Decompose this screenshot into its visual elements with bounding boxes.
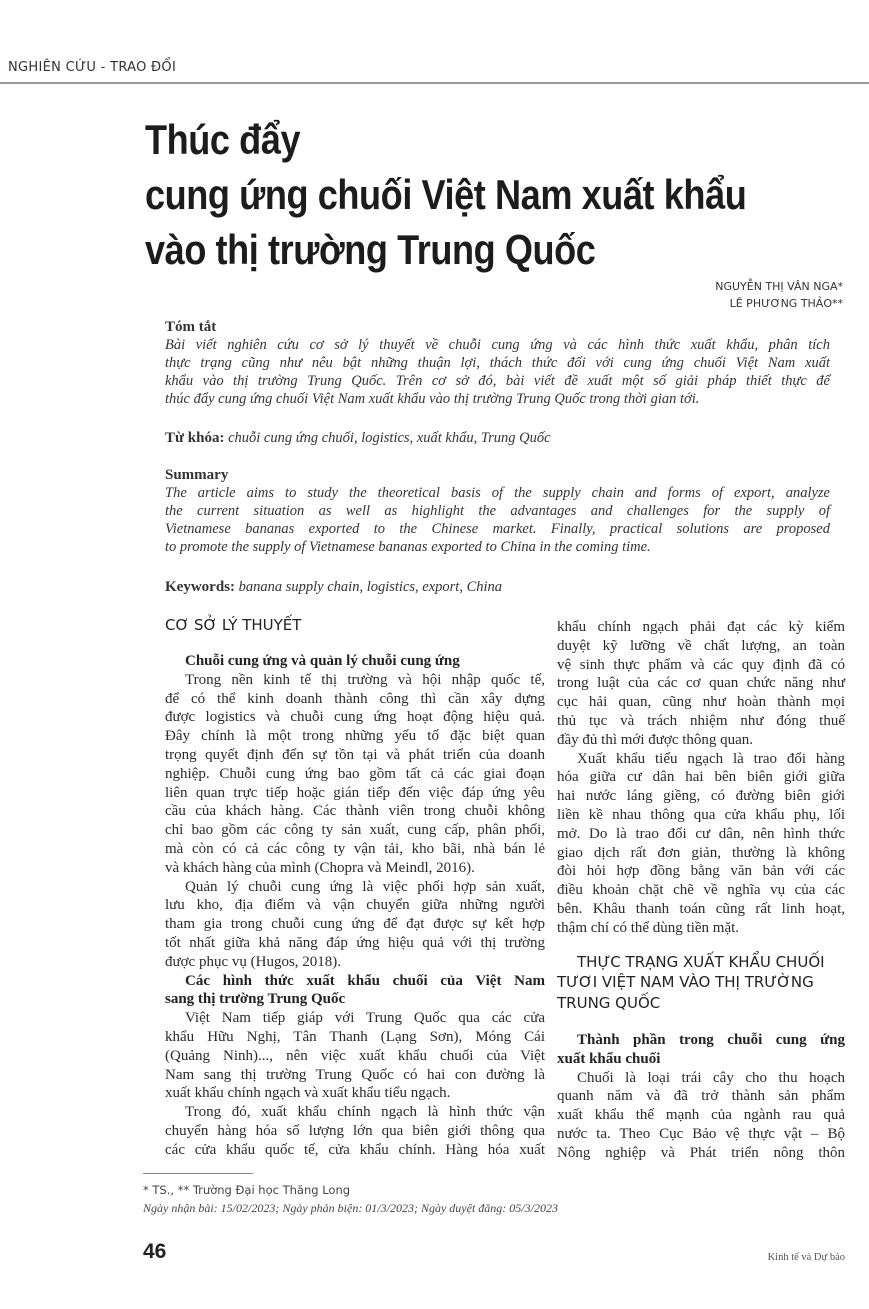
abstract-en-text (165, 484, 830, 556)
author: LÊ PHƯƠNG THẢO** (729, 297, 843, 310)
paragraph (165, 1103, 545, 1159)
subsection-heading (165, 652, 545, 671)
abstract-line: The article aims to study the theoretical basis of the supply chain and forms of export, analyze (165, 485, 830, 501)
subsection-heading (557, 1031, 845, 1069)
paragraph (557, 750, 845, 938)
keywords-vi (165, 429, 830, 447)
title-line: Thúc đẩy (145, 116, 301, 163)
section-heading (557, 952, 845, 1014)
text-line: giao dịch rất đơn giản, thường là không (557, 844, 845, 861)
abstract (165, 318, 830, 596)
page-number: 46 (143, 1240, 167, 1263)
text-line: duyệt kỹ lưỡng về chất lượng, an toàn (557, 637, 845, 654)
title-line: cung ứng chuối Việt Nam xuất khẩu (145, 171, 747, 218)
footnote (143, 1181, 558, 1217)
paragraph (165, 671, 545, 878)
text-line: Chuối là loại trái cây cho thu hoạch (577, 1069, 845, 1086)
text-line: trong luật của các cơ quan chức năng như (557, 675, 845, 692)
text-line: nghiệp. Chuỗi cung ứng bao gồm tất cả các giai đoạn (165, 765, 545, 782)
abstract-en-label: Summary (165, 467, 229, 483)
text-line: xuất khẩu chính ngạch và xuất khẩu tiểu ngạch. (165, 1085, 451, 1102)
text-line: Xuất khẩu tiểu ngạch là trao đổi hàng (577, 750, 845, 767)
heading-line: Thành phần trong chuỗi cung ứng (577, 1032, 845, 1049)
left-column (165, 652, 545, 1160)
keywords-en-text: banana supply chain, logistics, export, China (238, 579, 503, 595)
heading-line: sang thị trường Trung Quốc (165, 991, 346, 1008)
subsection-heading (165, 972, 545, 1010)
section-heading: CƠ SỞ LÝ THUYẾT (165, 616, 302, 634)
abstract-vi-text (165, 336, 830, 408)
abstract-line: thực trạng cũng như nêu bật những thuận lợi, thách thức đối với cung ứng chuối Việt Nam xuất (165, 355, 830, 371)
text-line: khẩu Hữu Nghị, Tân Thanh (Lạng Sơn), Móng Cái (165, 1028, 545, 1045)
text-line: Nam sang thị trường Trung Quốc có hai con đường là (165, 1066, 545, 1083)
paragraph (557, 1069, 845, 1163)
text-line: mà còn có cả các công ty vận tải, kho bãi, nhà bán lẻ (165, 840, 545, 857)
abstract-line: to promote the supply of Vietnamese bananas exported to China in the coming time. (165, 539, 651, 555)
text-line: cục hải quan, cũng như hoàn thành mọi (557, 694, 845, 711)
text-line: mở. Do là trao đổi cư dân, nên hình thức (557, 825, 845, 842)
text-line: Trong nền kinh tế thị trường và hội nhập quốc tế, (185, 671, 545, 688)
text-line: khẩu chính ngạch phải đạt các kỳ kiểm (557, 619, 845, 635)
keywords-vi-label: Từ khóa: (165, 430, 225, 446)
text-line: quanh năm và đã trở thành sản phẩm (557, 1088, 845, 1105)
keywords-en (165, 578, 830, 596)
text-line: lưu kho, địa điểm và vận chuyển giữa những người (165, 897, 545, 914)
text-line: vệ sinh thực phẩm và các quy định đã có (557, 656, 845, 673)
text-line: thủ tục và trách nhiệm như đóng thuế (557, 712, 845, 729)
text-line: liền kề nhau thông qua cửa khẩu phụ, lối (557, 806, 845, 823)
text-line: được phục vụ (Hugos, 2018). (165, 953, 342, 970)
abstract-line: thúc đẩy cung ứng chuối Việt Nam xuất khẩu vào thị trường Trung Quốc trong thời gian tới. (165, 391, 700, 407)
keywords-vi-text: chuỗi cung ứng chuối, logistics, xuất khẩu, Trung Quốc (228, 430, 551, 446)
text-line: Quản lý chuỗi cung ứng là việc phối hợp sản xuất, (185, 878, 545, 895)
paragraph (557, 618, 845, 750)
abstract-vi-label: Tóm tắt (165, 319, 217, 335)
abstract-line: Vietnamese bananas exported to the Chinese market. Finally, practical solutions are proposed (165, 521, 830, 537)
text-line: xuất khẩu thế mạnh của ngành rau quả (557, 1107, 845, 1124)
keywords-en-label: Keywords: (165, 579, 235, 595)
text-line: Nông nghiệp và Phát triển nông thôn (557, 1144, 845, 1161)
text-line: thậm chí có thể dùng tiền mặt. (557, 919, 740, 936)
text-line: đòi hỏi hợp đồng bằng văn bản với các (557, 863, 845, 880)
section-label: NGHIÊN CỨU - TRAO ĐỔI (8, 60, 177, 75)
footnote-divider (143, 1173, 253, 1174)
authors (715, 278, 843, 312)
text-line: Việt Nam tiếp giáp với Trung Quốc qua các cửa (185, 1010, 545, 1027)
text-line: chuyển hàng hóa số lượng lớn qua biên giới thông qua (165, 1122, 545, 1139)
text-line: đầy đủ thì mới được thông quan. (557, 731, 754, 748)
text-line: bên. Khâu thanh toán cũng rất linh hoạt, (557, 900, 845, 917)
heading-line: TRUNG QUỐC (557, 993, 661, 1012)
right-column (557, 618, 845, 1163)
text-line: Đây chính là một trong những yếu tố đặc biệt quan (165, 728, 545, 745)
text-line: (Quảng Ninh)..., nên việc xuất khẩu chuối của Việt (165, 1047, 545, 1064)
heading-line: THỰC TRẠNG XUẤT KHẨU CHUỐI (577, 952, 825, 971)
text-line: trọng quyết định đến sự tồn tại và phát triển của doanh (165, 746, 545, 763)
text-line: cầu của khách hàng. Các thành viên trong chuỗi không (165, 803, 545, 820)
text-line: được logistics và chuỗi cung ứng hoạt động hiệu quả. (165, 709, 545, 726)
heading-line: xuất khẩu chuối (557, 1050, 661, 1067)
title-line: vào thị trường Trung Quốc (145, 226, 596, 273)
text-line: chỉ bao gồm các công ty sản xuất, cung cấp, phân phối, (165, 822, 545, 839)
text-line: các cửa khẩu quốc tế, cửa khẩu chính. Hàng hóa xuất (165, 1141, 545, 1158)
paragraph (165, 878, 545, 972)
text-line: tham gia trong chuỗi cung ứng để đạt được sự kết hợp (165, 916, 545, 933)
author-affiliation: * TS., ** Trường Đại học Thăng Long (143, 1183, 351, 1197)
heading-line: TƯƠI VIỆT NAM VÀO THỊ TRƯỜNG (557, 973, 814, 992)
heading-line: Chuỗi cung ứng và quản lý chuỗi cung ứng (185, 653, 460, 669)
text-line: hóa giữa cư dân hai bên biên giới giữa (557, 769, 845, 786)
text-line: để có thể kinh doanh thành công thì cần xây dựng (165, 690, 545, 707)
paragraph (165, 1009, 545, 1103)
text-line: điều khoản chặt chẽ về nghĩa vụ của các (557, 882, 845, 899)
article-title (145, 112, 746, 277)
text-line: nước ta. Theo Cục Bảo vệ thực vật – Bộ (557, 1126, 845, 1143)
text-line: liên quan trực tiếp hoặc gián tiếp đến việc đáp ứng yêu (165, 784, 545, 801)
heading-line: Các hình thức xuất khẩu chuối của Việt Nam (185, 972, 545, 989)
abstract-line: khẩu vào thị trường Trung Quốc. Trên cơ sở đó, bài viết đề xuất một số giải pháp thiết thực để (165, 373, 830, 389)
text-line: hai nước láng giềng, có đường biên giới (557, 788, 845, 805)
header-divider (0, 82, 869, 84)
abstract-line: Bài viết nghiên cứu cơ sở lý thuyết về chuỗi cung ứng và các hình thức xuất khẩu, phân tích (165, 337, 830, 353)
text-line: tốt nhất giữa khả năng đáp ứng hiệu quả với thị trường (165, 934, 545, 951)
article-dates: Ngày nhận bài: 15/02/2023; Ngày phản biện: 01/3/2023; Ngày duyệt đăng: 05/3/2023 (143, 1201, 558, 1215)
text-line: và khách hàng của mình (Chopra và Meindl, 2016). (165, 859, 475, 876)
abstract-line: the current situation as well as highlight the advantages and challenges for the supply of (165, 503, 830, 519)
text-line: Trong đó, xuất khẩu chính ngạch là hình thức vận (185, 1104, 545, 1121)
journal-name: Kinh tế và Dự báo (767, 1252, 845, 1263)
author: NGUYỄN THỊ VÂN NGA* (715, 280, 843, 293)
